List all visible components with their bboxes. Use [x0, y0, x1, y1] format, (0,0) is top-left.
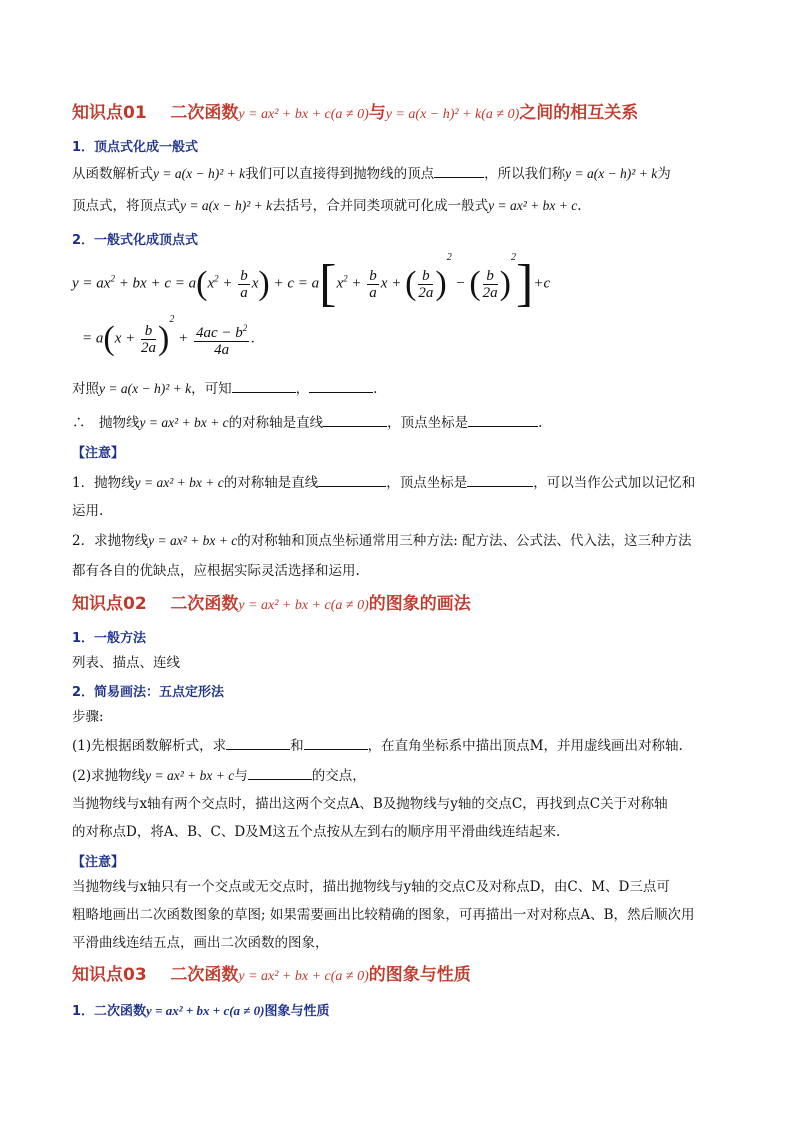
- formula: y = ax² + bx + c: [134, 475, 224, 490]
- section-title-pre: 二次函数: [170, 594, 239, 614]
- formula-general: y = ax² + bx + c(a ≠ 0): [238, 598, 369, 613]
- formula: y = a(x − h)² + k: [99, 381, 192, 396]
- paragraph-line: 顶点式，将顶点式y = a(x − h)² + k去括号，合并同类项就可化成一般式y = ax² + bx + c.: [72, 198, 582, 214]
- formula-general: y = ax² + bx + c(a ≠ 0): [238, 107, 369, 122]
- fill-blank: [434, 163, 484, 178]
- text: ，所以我们称: [484, 166, 566, 182]
- paragraph-line: ∴ 抛物线y = ax² + bx + c的对称轴是直线 ，顶点坐标是 .: [72, 412, 542, 432]
- text: 与: [234, 768, 248, 784]
- text: ，顶点坐标是: [387, 415, 469, 431]
- formula: y = ax² + bx + c: [488, 198, 578, 213]
- text: 2．求抛物线: [72, 533, 149, 549]
- paragraph-line: [72, 735, 683, 755]
- subheading: 1．一般方法: [72, 631, 147, 646]
- section-title-post: 的图象与性质: [368, 965, 471, 985]
- text: 1．抛物线: [72, 475, 135, 491]
- section-heading-02: [72, 589, 471, 614]
- paragraph-line: 对照y = a(x − h)² + k，可知 ， .: [72, 378, 377, 398]
- paragraph-line: 都有各自的优缺点，应根据实际灵活选择和运用.: [72, 563, 360, 579]
- section-label: 知识点02: [72, 594, 147, 614]
- text: ∴ 抛物线: [72, 415, 140, 431]
- text: ，在直角坐标系中描出顶点M，并用虚线画出对称轴.: [367, 738, 683, 754]
- formula: y = a(x − h)² + k: [180, 198, 273, 213]
- paragraph-line: 列表、描点、连线: [72, 655, 180, 671]
- text: ，顶点坐标是: [386, 475, 468, 491]
- text: 的对称轴和顶点坐标通常用三种方法: 配方法、公式法、代入法，这三种方法: [237, 533, 692, 549]
- text: 的交点，: [311, 768, 366, 784]
- paragraph-line: [72, 765, 366, 785]
- paragraph-line: 的对称点D，将A、B、C、D及M这五个点按从左到右的顺序用平滑曲线连结起来.: [72, 824, 561, 840]
- formula: y = ax² + bx + c: [148, 533, 238, 548]
- subheading: 2．一般式化成顶点式: [72, 233, 199, 248]
- paragraph-line: 当抛物线与x轴有两个交点时，描出这两个交点A、B及抛物线与y轴的交点C，再找到点C关于对称轴: [72, 796, 668, 812]
- paragraph-line: 平滑曲线连结五点，画出二次函数的图象，: [72, 935, 329, 951]
- text: (2)求抛物线: [72, 768, 146, 784]
- note-label: 【注意】: [72, 446, 125, 461]
- formula: y = ax² + bx + c: [145, 768, 235, 783]
- formula-general: y = ax² + bx + c(a ≠ 0): [238, 969, 369, 984]
- fill-blank: [468, 412, 538, 427]
- formula-vertex: y = a(x − h)² + k(a ≠ 0): [385, 107, 520, 122]
- section-title-post: 的图象的画法: [368, 594, 471, 614]
- text: ，可以当作公式加以记忆和: [533, 475, 696, 491]
- fill-blank: [323, 412, 387, 427]
- text: 顶点式，将顶点式: [72, 198, 180, 214]
- subheading: [72, 1000, 330, 1019]
- paragraph-line: [72, 163, 671, 183]
- fill-blank: [318, 472, 386, 487]
- paragraph-line: [72, 532, 692, 550]
- equation-vertex-form: = a(x + $\frac{b}{2a}$ )2 + $\frac{4ac - b^2}{4a}$ .: [82, 314, 255, 358]
- section-heading-01: [72, 98, 638, 123]
- text: 的对称轴是直线: [228, 415, 324, 431]
- formula: y = a(x − h)² + k: [153, 166, 246, 181]
- subheading: 2．简易画法：五点定形法: [72, 685, 225, 700]
- formula: y = a(x − h)² + k: [565, 166, 658, 181]
- fill-blank: [248, 765, 312, 780]
- fill-blank: [232, 378, 296, 393]
- formula: y = ax² + bx + c: [139, 415, 229, 430]
- note-label: 【注意】: [72, 855, 125, 870]
- text: 图象与性质: [264, 1004, 330, 1019]
- formula: y = ax² + bx + c(a ≠ 0): [146, 1003, 265, 1018]
- fill-blank: [226, 735, 290, 750]
- subheading: 1．顶点式化成一般式: [72, 140, 199, 155]
- section-title-pre: 二次函数: [170, 965, 239, 985]
- text: (1)先根据函数解析式，求: [72, 738, 227, 754]
- text: 1．二次函数: [72, 1004, 147, 1019]
- paragraph-line: 运用.: [72, 503, 104, 519]
- paragraph-line: 步骤:: [72, 709, 104, 725]
- text: 的对称轴是直线: [223, 475, 319, 491]
- text: 为: [657, 166, 671, 182]
- paragraph-line: 当抛物线与x轴只有一个交点或无交点时，描出抛物线与y轴的交点C及对称点D，由C、M、D三点可: [72, 879, 670, 895]
- text: 从函数解析式: [72, 166, 153, 182]
- equation-completing-square: $y = ax^2$ + bx + $c = a(x^2$ + $\frac{b}{a}$ $x) + c = a[x^2$ + $\frac{b}{a}$ x + ( $\frac{b}{2a}$ )2 − ( $\frac{b}{2a}$ )2]+c: [72, 252, 551, 312]
- fill-blank: [467, 472, 533, 487]
- section-title-post: 之间的相互关系: [519, 103, 639, 123]
- section-label: 知识点01: [72, 103, 147, 123]
- text: 去括号，合并同类项就可化成一般式: [272, 198, 489, 214]
- fill-blank: [304, 735, 368, 750]
- section-heading-03: [72, 960, 471, 985]
- text: ，可知: [191, 381, 232, 397]
- section-title-pre: 二次函数: [170, 103, 239, 123]
- paragraph-line: [72, 472, 695, 492]
- text: 对照: [72, 381, 99, 397]
- fill-blank: [309, 378, 373, 393]
- paragraph-line: 粗略地画出二次函数图象的草图; 如果需要画出比较精确的图象，可再描出一对对称点A、B，然后顺次用: [72, 907, 695, 923]
- text: 和: [290, 738, 304, 754]
- section-title-mid: 与: [368, 103, 386, 123]
- text: 我们可以直接得到抛物线的顶点: [245, 166, 435, 182]
- section-label: 知识点03: [72, 965, 147, 985]
